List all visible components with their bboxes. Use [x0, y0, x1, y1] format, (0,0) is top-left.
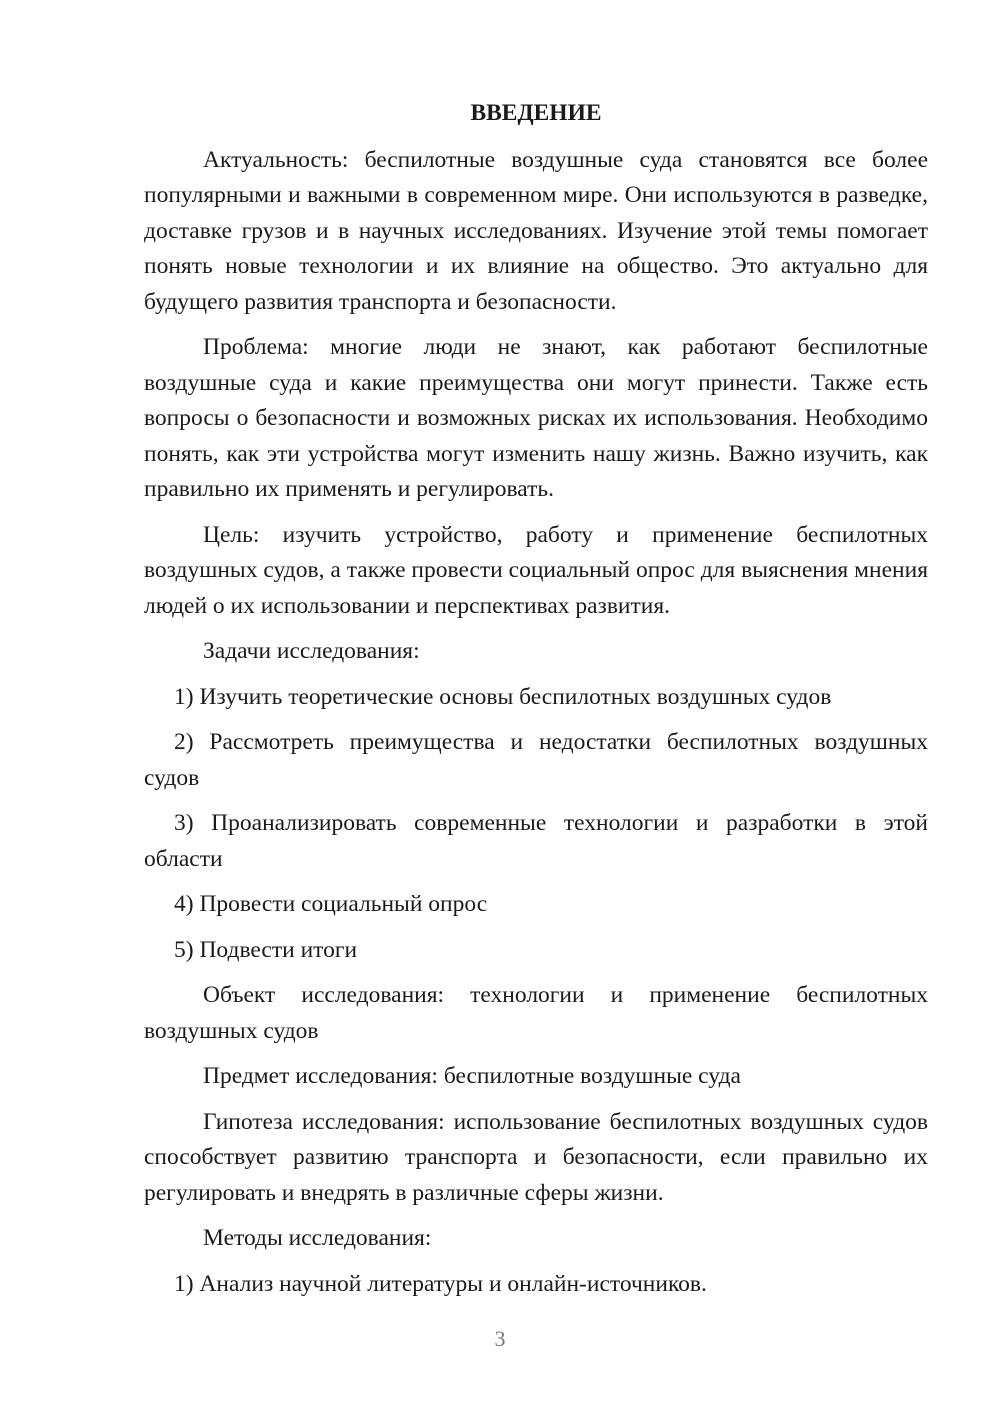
task-item-5: 5) Подвести итоги: [174, 936, 358, 963]
document-body: [144, 96, 928, 1312]
paragraph-methods-heading: Методы исследования:: [203, 1225, 432, 1251]
task-item-2: 2) Рассмотреть преимущества и недостатки беспилотных воздушных судов: [144, 729, 928, 791]
paragraph-relevance: Актуальность: беспилотные воздушные суда становятся все более популярными и важными в современном мире. Они используются в разведке, доставке грузов и в научных исследованиях. Изучение этой темы помогает понять новые технологии и их влияние на общество. Это актуально для будущего развития транспорта и безопасности.: [144, 146, 928, 315]
paragraph-object: Объект исследования: технологии и применение беспилотных воздушных судов: [144, 982, 928, 1044]
page-number: 3: [494, 1326, 506, 1351]
method-item-1: 1) Анализ научной литературы и онлайн-источников.: [174, 1270, 707, 1297]
task-item-3: 3) Проанализировать современные технологии и разработки в этой области: [144, 810, 928, 872]
task-item-1: 1) Изучить теоретические основы беспилотных воздушных судов: [174, 683, 832, 710]
paragraph-subject: Предмет исследования: беспилотные воздушные суда: [203, 1063, 741, 1089]
page-title: ВВЕДЕНИЕ: [470, 100, 602, 126]
paragraph-tasks-heading: Задачи исследования:: [203, 638, 420, 664]
paragraph-goal: Цель: изучить устройство, работу и применение беспилотных воздушных судов, а также провести социальный опрос для выяснения мнения людей о их использовании и перспективах развития.: [144, 521, 928, 619]
task-item-4: 4) Провести социальный опрос: [174, 891, 488, 917]
document-blocks: [144, 143, 928, 1303]
paragraph-problem: Проблема: многие люди не знают, как работают беспилотные воздушные суда и какие преимущества они могут принести. Также есть вопросы о безопасности и возможных рисках их использования. Необходимо понять, как эти устройства могут изменить нашу жизнь. Важно изучить, как правильно их применять и регулировать.: [144, 334, 928, 502]
paragraph-hypothesis: Гипотеза исследования: использование беспилотных воздушных судов способствует развитию транспорта и безопасности, если правильно их регулировать и внедрять в различные сферы жизни.: [144, 1108, 928, 1206]
